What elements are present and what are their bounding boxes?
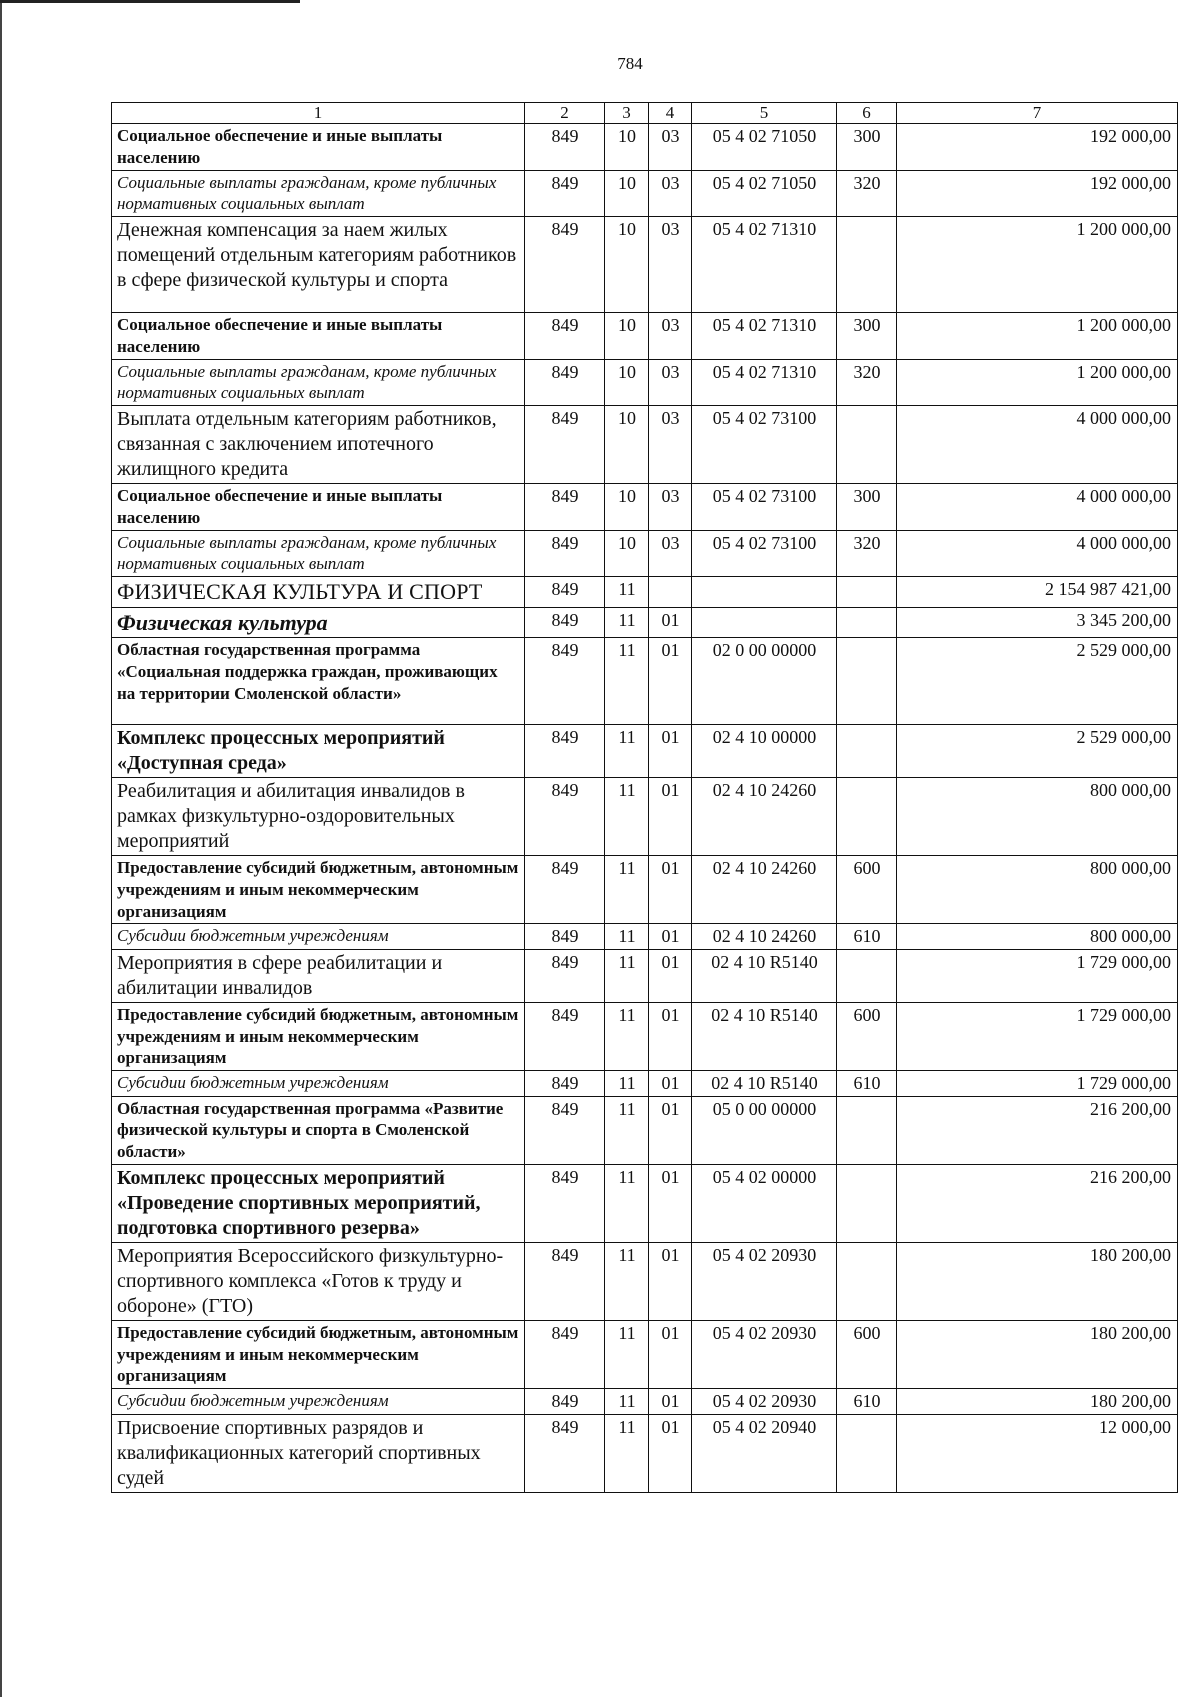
row-col-6 [837,725,897,778]
row-col-4 [649,577,692,608]
row-col-4: 01 [649,725,692,778]
row-col-5: 02 4 10 R5140 [692,949,837,1002]
row-col-2: 849 [525,359,605,406]
row-name: Мероприятия Всероссийского физкультурно-спортивного комплекса «Готов к труду и обороне» (ГТО) [112,1242,525,1320]
row-col-3: 10 [605,530,649,577]
row-col-7: 192 000,00 [897,170,1178,217]
header-col-1: 1 [112,103,525,124]
row-col-3: 10 [605,170,649,217]
row-col-4: 03 [649,359,692,406]
row-col-3: 11 [605,1242,649,1320]
table-row [112,924,1178,950]
row-col-3: 10 [605,217,649,313]
row-name: Комплекс процессных мероприятий «Проведение спортивных мероприятий, подготовка спортивного резерва» [112,1164,525,1242]
row-col-5: 05 4 02 71310 [692,359,837,406]
header-col-6: 6 [837,103,897,124]
table-row [112,406,1178,484]
row-col-2: 849 [525,1389,605,1415]
row-col-7: 180 200,00 [897,1389,1178,1415]
row-col-7: 3 345 200,00 [897,607,1178,638]
row-col-2: 849 [525,856,605,924]
row-col-5: 02 4 10 24260 [692,924,837,950]
row-col-7: 216 200,00 [897,1096,1178,1164]
row-col-4: 01 [649,924,692,950]
row-col-2: 849 [525,725,605,778]
row-col-7: 4 000 000,00 [897,484,1178,531]
row-col-3: 11 [605,1389,649,1415]
row-col-6 [837,607,897,638]
table-row [112,577,1178,608]
row-col-6 [837,778,897,856]
row-col-3: 11 [605,725,649,778]
row-col-4: 01 [649,638,692,725]
row-col-7: 800 000,00 [897,778,1178,856]
row-col-4: 01 [649,1096,692,1164]
row-col-2: 849 [525,217,605,313]
row-col-5 [692,577,837,608]
row-col-4: 01 [649,856,692,924]
header-col-2: 2 [525,103,605,124]
row-col-7: 4 000 000,00 [897,406,1178,484]
row-col-7: 4 000 000,00 [897,530,1178,577]
row-col-5: 05 4 02 71050 [692,124,837,171]
row-col-5: 02 4 10 00000 [692,725,837,778]
table-row [112,484,1178,531]
row-col-4: 03 [649,170,692,217]
row-col-4: 01 [649,607,692,638]
table-row [112,530,1178,577]
row-col-4: 01 [649,1164,692,1242]
row-col-6: 320 [837,170,897,217]
row-col-5 [692,607,837,638]
row-col-5: 02 4 10 24260 [692,856,837,924]
row-col-6 [837,1096,897,1164]
row-col-2: 849 [525,313,605,360]
row-col-5: 05 4 02 73100 [692,406,837,484]
row-name: ФИЗИЧЕСКАЯ КУЛЬТУРА И СПОРТ [112,577,525,608]
table-row [112,725,1178,778]
row-col-6 [837,217,897,313]
row-col-2: 849 [525,530,605,577]
table-row [112,638,1178,725]
row-col-4: 01 [649,778,692,856]
table-row [112,949,1178,1002]
row-col-6 [837,406,897,484]
row-col-6 [837,949,897,1002]
row-col-5: 02 4 10 R5140 [692,1071,837,1097]
row-col-5: 05 4 02 71050 [692,170,837,217]
scan-top-rule [0,0,300,3]
row-col-6: 610 [837,924,897,950]
row-col-6 [837,1414,897,1492]
row-name: Областная государственная программа «Социальная поддержка граждан, проживающих на территории Смоленской области» [112,638,525,725]
row-col-7: 2 154 987 421,00 [897,577,1178,608]
row-col-6 [837,638,897,725]
row-col-3: 11 [605,638,649,725]
row-col-3: 11 [605,778,649,856]
row-col-5: 02 0 00 00000 [692,638,837,725]
row-col-5: 05 4 02 00000 [692,1164,837,1242]
row-col-4: 01 [649,1002,692,1070]
row-col-3: 11 [605,607,649,638]
row-col-4: 03 [649,530,692,577]
row-name: Социальные выплаты гражданам, кроме публичных нормативных социальных выплат [112,530,525,577]
row-name: Социальное обеспечение и иные выплаты населению [112,124,525,171]
row-col-6 [837,577,897,608]
row-col-3: 11 [605,1320,649,1388]
row-name: Социальные выплаты гражданам, кроме публичных нормативных социальных выплат [112,359,525,406]
row-col-5: 05 0 00 00000 [692,1096,837,1164]
budget-table [111,102,1178,1493]
row-col-3: 10 [605,124,649,171]
row-col-5: 05 4 02 73100 [692,484,837,531]
row-col-7: 1 200 000,00 [897,359,1178,406]
table-header-row [112,103,1178,124]
row-col-7: 1 200 000,00 [897,313,1178,360]
row-col-6 [837,1242,897,1320]
row-col-3: 11 [605,924,649,950]
scan-left-edge [0,0,2,1697]
row-col-5: 05 4 02 20940 [692,1414,837,1492]
row-name: Мероприятия в сфере реабилитации и абилитации инвалидов [112,949,525,1002]
row-col-2: 849 [525,638,605,725]
row-col-3: 11 [605,1164,649,1242]
table-row [112,1002,1178,1070]
row-col-3: 10 [605,313,649,360]
page-number: 784 [617,54,643,73]
row-col-3: 11 [605,856,649,924]
table-row [112,778,1178,856]
row-col-2: 849 [525,577,605,608]
row-name: Предоставление субсидий бюджетным, автономным учреждениям и иным некоммерческим организациям [112,856,525,924]
row-name: Комплекс процессных мероприятий «Доступная среда» [112,725,525,778]
row-col-7: 1 729 000,00 [897,1071,1178,1097]
row-col-2: 849 [525,124,605,171]
header-col-5: 5 [692,103,837,124]
row-col-6: 300 [837,124,897,171]
row-col-5: 05 4 02 71310 [692,217,837,313]
row-col-5: 05 4 02 71310 [692,313,837,360]
row-col-5: 05 4 02 20930 [692,1320,837,1388]
table-row [112,124,1178,171]
row-col-2: 849 [525,406,605,484]
row-col-2: 849 [525,1071,605,1097]
row-col-2: 849 [525,1242,605,1320]
row-col-7: 1 729 000,00 [897,1002,1178,1070]
row-col-6: 600 [837,856,897,924]
row-col-7: 180 200,00 [897,1320,1178,1388]
row-name: Реабилитация и абилитация инвалидов в рамках физкультурно-оздоровительных мероприятий [112,778,525,856]
row-col-5: 05 4 02 20930 [692,1389,837,1415]
row-col-7: 2 529 000,00 [897,725,1178,778]
row-name: Выплата отдельным категориям работников, связанная с заключением ипотечного жилищного кредита [112,406,525,484]
row-col-3: 11 [605,1071,649,1097]
row-name: Денежная компенсация за наем жилых помещений отдельным категориям работников в сфере физической культуры и спорта [112,217,525,313]
row-col-4: 01 [649,1389,692,1415]
row-col-2: 849 [525,778,605,856]
row-col-2: 849 [525,607,605,638]
row-col-3: 10 [605,406,649,484]
table-row [112,1320,1178,1388]
row-col-3: 10 [605,484,649,531]
header-col-7: 7 [897,103,1178,124]
row-col-4: 01 [649,1242,692,1320]
row-col-4: 03 [649,406,692,484]
row-col-3: 11 [605,949,649,1002]
row-col-6: 610 [837,1071,897,1097]
row-col-3: 11 [605,577,649,608]
row-name: Физическая культура [112,607,525,638]
row-col-7: 216 200,00 [897,1164,1178,1242]
table-row [112,1071,1178,1097]
row-col-7: 800 000,00 [897,924,1178,950]
row-col-2: 849 [525,1414,605,1492]
row-col-7: 12 000,00 [897,1414,1178,1492]
row-col-2: 849 [525,170,605,217]
row-col-2: 849 [525,1096,605,1164]
row-col-6: 300 [837,484,897,531]
row-name: Областная государственная программа «Развитие физической культуры и спорта в Смоленской области» [112,1096,525,1164]
row-col-3: 11 [605,1096,649,1164]
header-col-4: 4 [649,103,692,124]
table-row [112,856,1178,924]
header-col-3: 3 [605,103,649,124]
row-name: Субсидии бюджетным учреждениям [112,1071,525,1097]
table-row [112,170,1178,217]
row-col-4: 03 [649,484,692,531]
row-col-5: 02 4 10 R5140 [692,1002,837,1070]
table-row [112,1414,1178,1492]
row-col-6: 610 [837,1389,897,1415]
row-col-7: 800 000,00 [897,856,1178,924]
row-col-5: 02 4 10 24260 [692,778,837,856]
row-col-2: 849 [525,924,605,950]
row-col-7: 1 200 000,00 [897,217,1178,313]
row-name: Субсидии бюджетным учреждениям [112,1389,525,1415]
row-name: Социальные выплаты гражданам, кроме публичных нормативных социальных выплат [112,170,525,217]
table-row [112,1096,1178,1164]
row-col-7: 180 200,00 [897,1242,1178,1320]
row-col-3: 11 [605,1414,649,1492]
table-row [112,607,1178,638]
table-row [112,1242,1178,1320]
row-col-7: 192 000,00 [897,124,1178,171]
row-col-6: 320 [837,530,897,577]
row-col-4: 01 [649,1071,692,1097]
row-col-6 [837,1164,897,1242]
row-name: Субсидии бюджетным учреждениям [112,924,525,950]
row-col-4: 03 [649,217,692,313]
row-col-6: 600 [837,1320,897,1388]
row-col-6: 320 [837,359,897,406]
row-name: Социальное обеспечение и иные выплаты населению [112,313,525,360]
row-col-5: 05 4 02 20930 [692,1242,837,1320]
row-col-4: 01 [649,1414,692,1492]
row-col-4: 03 [649,313,692,360]
row-col-4: 01 [649,949,692,1002]
row-col-2: 849 [525,1164,605,1242]
row-col-7: 2 529 000,00 [897,638,1178,725]
table-row [112,1389,1178,1415]
row-col-6: 600 [837,1002,897,1070]
table-row [112,359,1178,406]
row-name: Предоставление субсидий бюджетным, автономным учреждениям и иным некоммерческим организациям [112,1320,525,1388]
row-name: Присвоение спортивных разрядов и квалификационных категорий спортивных судей [112,1414,525,1492]
row-col-7: 1 729 000,00 [897,949,1178,1002]
row-col-2: 849 [525,949,605,1002]
row-col-2: 849 [525,1320,605,1388]
row-col-3: 11 [605,1002,649,1070]
row-name: Предоставление субсидий бюджетным, автономным учреждениям и иным некоммерческим организациям [112,1002,525,1070]
row-col-4: 01 [649,1320,692,1388]
row-col-2: 849 [525,484,605,531]
row-name: Социальное обеспечение и иные выплаты населению [112,484,525,531]
row-col-6: 300 [837,313,897,360]
row-col-2: 849 [525,1002,605,1070]
row-col-5: 05 4 02 73100 [692,530,837,577]
row-col-3: 10 [605,359,649,406]
row-col-4: 03 [649,124,692,171]
table-row [112,313,1178,360]
table-row [112,1164,1178,1242]
table-row [112,217,1178,313]
